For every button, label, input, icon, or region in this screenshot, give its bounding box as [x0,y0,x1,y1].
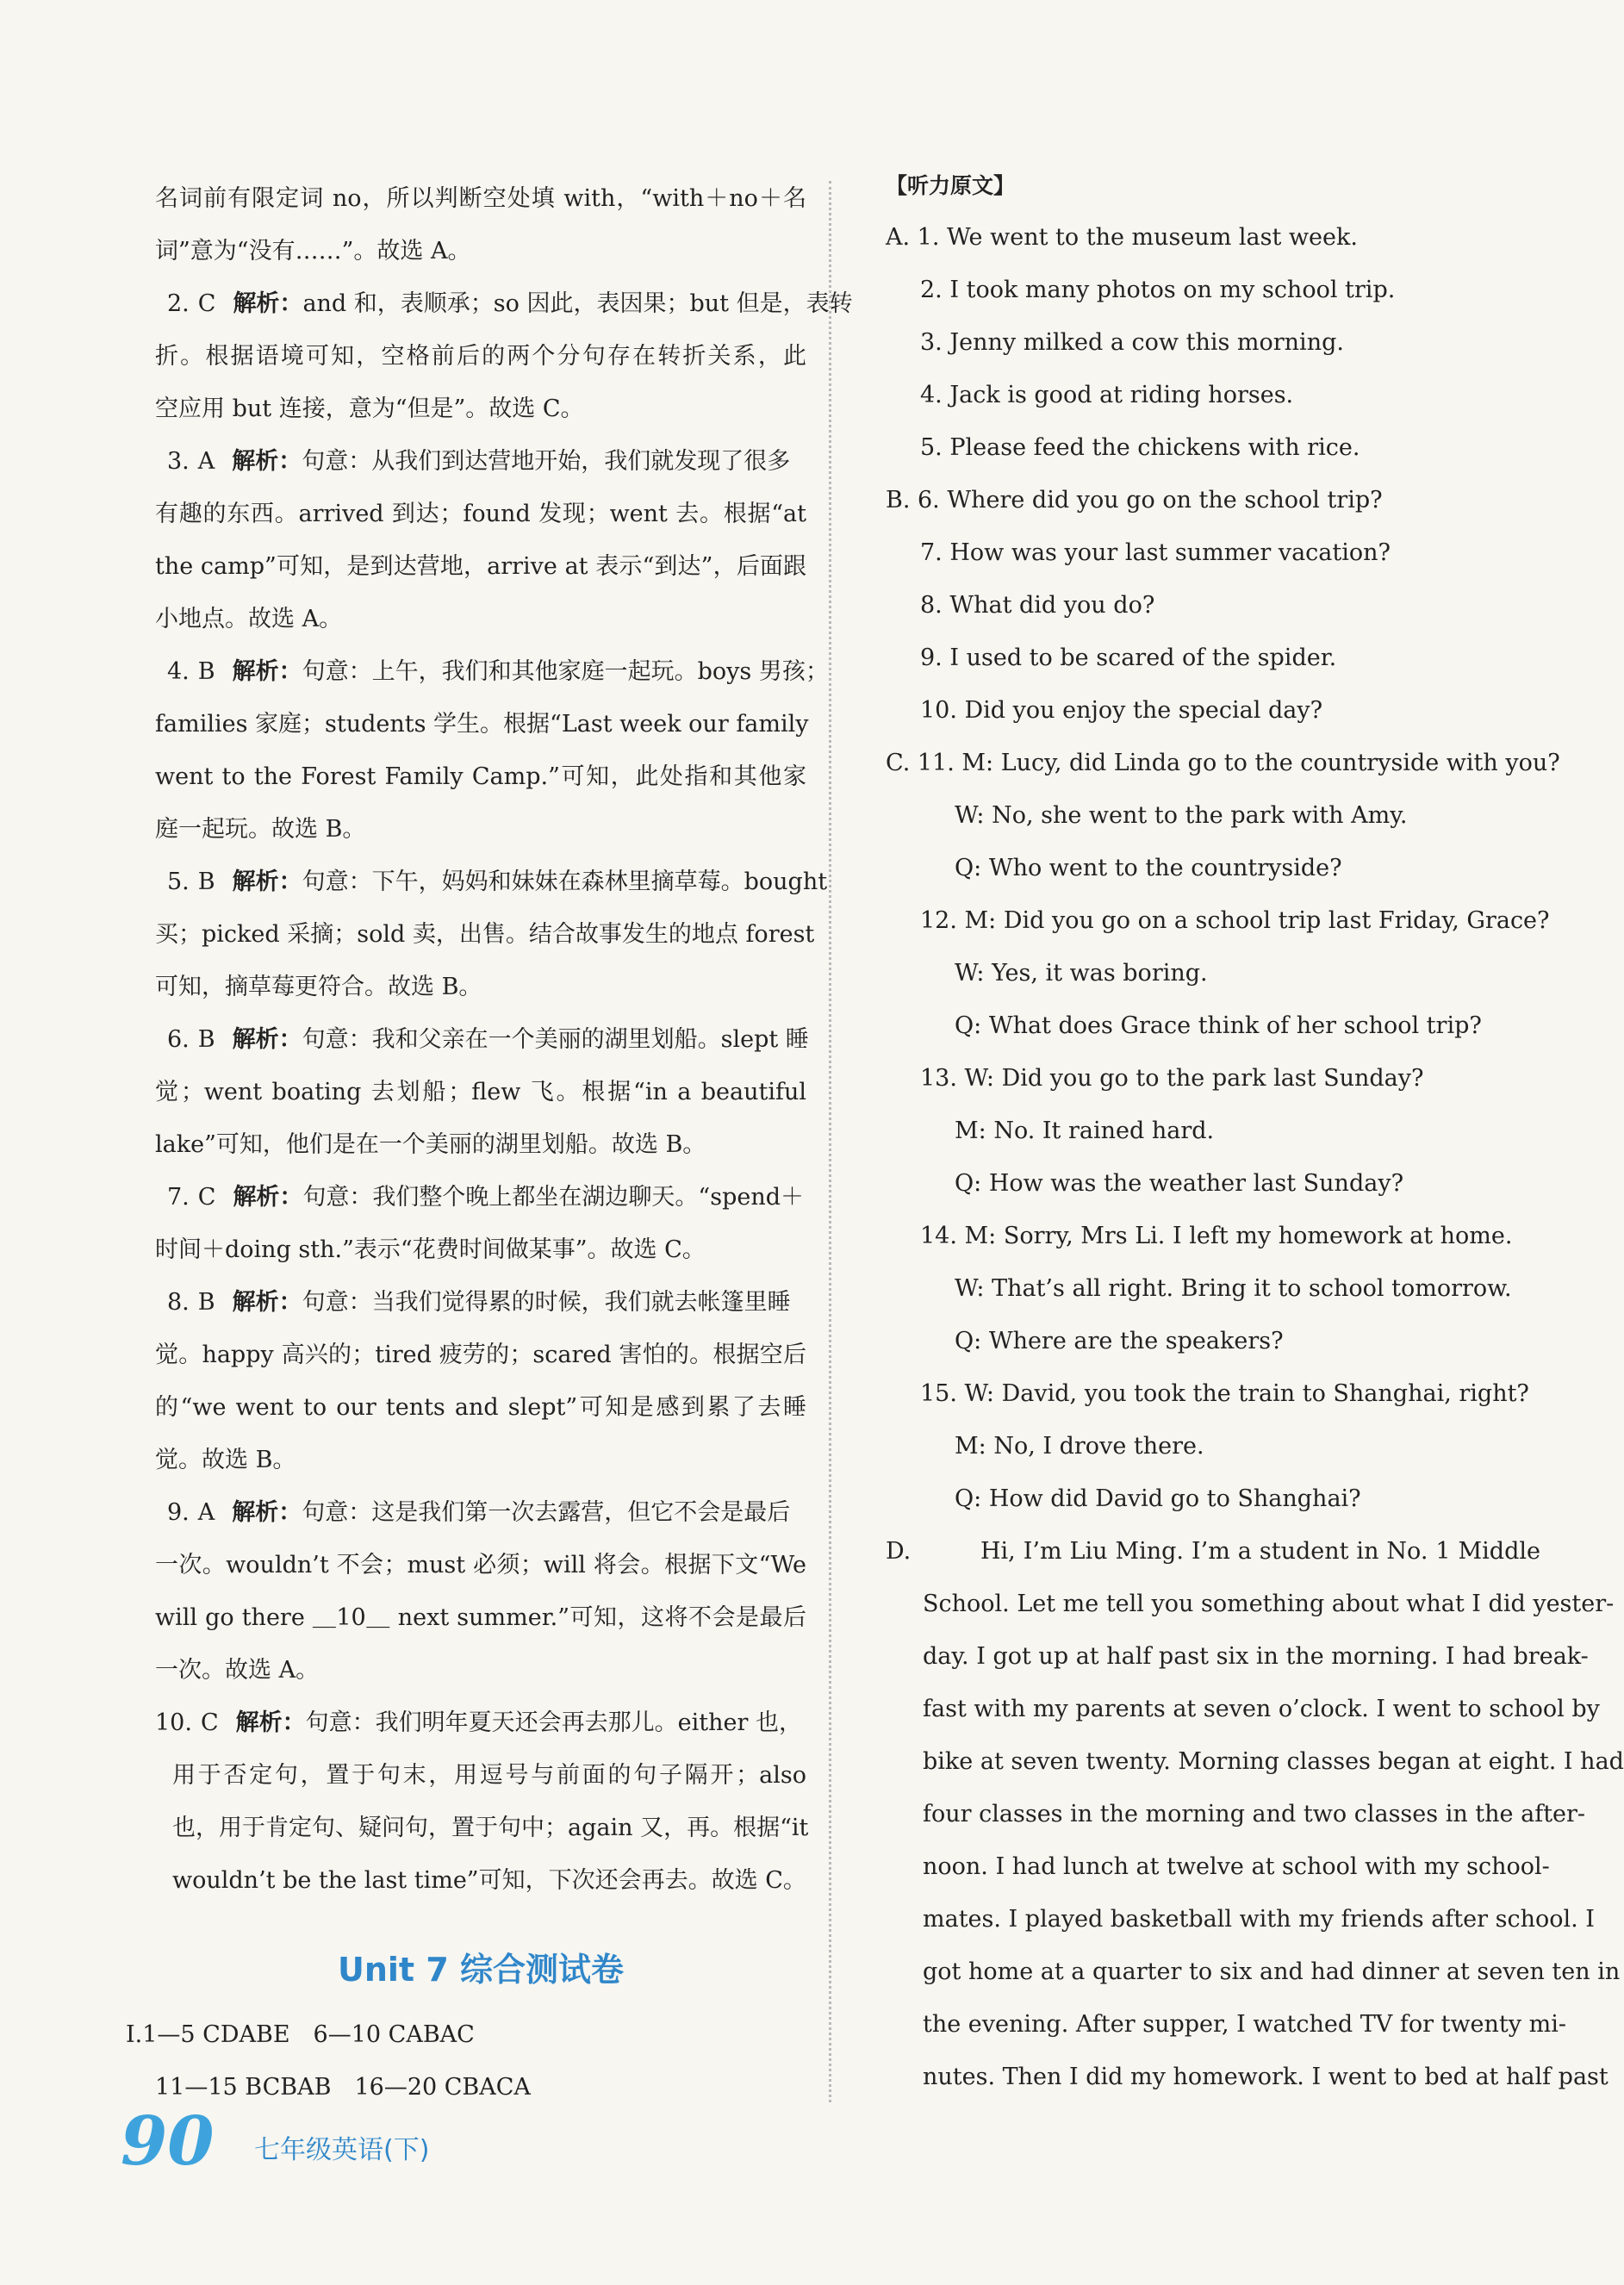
listening-script-line: Q: Where are the speakers? [955,1328,1284,1354]
listening-script-line: 7. How was your last summer vacation? [920,539,1391,566]
answer-letter: A [197,448,215,475]
question-number: 3. [167,448,190,475]
listening-script-line: W: That’s all right. Bring it to school tomorrow. [955,1275,1512,1302]
question-number: 2. [167,290,190,317]
explanation-label: 解析： [233,290,303,317]
explanation-continuation: will go there ＿10＿ next summer.”可知，这将不会是最后 [155,1604,806,1631]
listening-script-line: C. 11. M: Lucy, did Linda go to the countryside with you? [886,750,1560,776]
passage-d-line: four classes in the morning and two classes in the after- [923,1801,1586,1827]
listening-script-line: 8. What did you do? [920,592,1155,619]
listening-script-line: 10. Did you enjoy the special day? [920,697,1323,724]
explanation-label: 解析： [232,1499,302,1526]
passage-d-line: got home at a quarter to six and had dinner at seven ten in [923,1958,1621,1985]
listening-script-line: W: No, she went to the park with Amy. [955,802,1408,829]
question-number: 5. [167,869,190,895]
explanation-continuation: 买；picked 采摘；sold 卖，出售。结合故事发生的地点 forest [155,921,815,948]
explanation-continuation: went to the Forest Family Camp.”可知，此处指和其他家 [155,763,806,790]
right-column [886,172,1624,2103]
explanation-label: 解析： [232,1289,302,1316]
listening-script-line: Q: What does Grace think of her school trip? [955,1012,1482,1039]
listening-script-line: 13. W: Did you go to the park last Sunday? [920,1065,1424,1092]
listening-script-line: A. 1. We went to the museum last week. [886,224,1358,251]
explanation-label: 解析： [232,1026,302,1053]
left-column [126,172,853,2114]
passage-d-line: nutes. Then I did my homework. I went to bed at half past [923,2064,1608,2090]
answer-key-line: 11—15 BCBAB 16—20 CBACA [155,2074,531,2101]
explanation-label: 解析： [233,1184,303,1211]
question-number: 8. [167,1289,190,1316]
explanation-continuation: wouldn’t be the last time”可知，下次还会再去。故选 C。 [172,1867,806,1894]
listening-script-line: Q: How was the weather last Sunday? [955,1170,1404,1197]
passage-d-line: mates. I played basketball with my friends after school. I [923,1906,1595,1933]
answer-explanation-item [155,1486,806,1539]
answer-explanation-item [155,435,806,488]
explanation-text: 句意：下午，妈妈和妹妹在森林里摘草莓。bought [302,869,828,895]
question-number: 9. [167,1499,190,1526]
listening-script-line: 15. W: David, you took the train to Shanghai, right? [920,1380,1529,1407]
question-number: 6. [167,1026,190,1053]
explanation-continuation: 时间＋doing sth.”表示“花费时间做某事”。故选 C。 [155,1236,706,1263]
answer-key-line: Ⅰ.1—5 CDABE 6—10 CABAC [126,2021,475,2048]
listening-script-line: 12. M: Did you go on a school trip last Friday, Grace? [920,907,1550,934]
section-heading: Unit 7 综合测试卷 [338,1951,624,1989]
passage-d-line: day. I got up at half past six in the morning. I had break- [923,1643,1589,1670]
answer-letter: C [200,1709,219,1736]
explanation-continuation: 觉。happy 高兴的；tired 疲劳的；scared 害怕的。根据空后 [155,1342,806,1368]
explanation-continuation: families 家庭；students 学生。根据“Last week our family [155,711,809,738]
listening-script-line: 2. I took many photos on my school trip. [920,277,1396,303]
explanation-label: 解析： [232,658,302,685]
listening-script-line: 5. Please feed the chickens with rice. [920,434,1360,461]
explanation-continuation: 觉；went boating 去划船；flew 飞。根据“in a beautiful [155,1079,806,1105]
listening-script-line: B. 6. Where did you go on the school trip? [886,487,1383,514]
listening-script-line: 3. Jenny milked a cow this morning. [920,329,1344,356]
explanation-label: 解析： [232,869,302,895]
explanation-continuation: 小地点。故选 A。 [155,606,343,632]
listening-script-title: 【听力原文】 [886,173,1016,198]
explanation-continuation: 庭一起玩。故选 B。 [155,816,366,843]
answer-explanation-item [155,1276,806,1329]
passage-d-line: fast with my parents at seven o’clock. I went to school by [923,1696,1600,1722]
explanation-continuation: 也，用于肯定句、疑问句，置于句中；again 又，再。根据“it [172,1815,809,1841]
passage-d [886,1525,1624,2103]
listening-script-line: 9. I used to be scared of the spider. [920,644,1337,671]
answer-letter: B [197,1026,215,1053]
explanation-continuation: the camp”可知，是到达营地，arrive at 表示“到达”，后面跟 [155,553,806,580]
answer-letter: B [197,1289,215,1316]
passage-d-line: Hi, I’m Liu Ming. I’m a student in No. 1 Middle [980,1538,1540,1565]
explanation-text: 句意：这是我们第一次去露营，但它不会是最后 [302,1499,791,1526]
answer-explanation-item [155,277,853,330]
explanation-continuation: lake”可知，他们是在一个美丽的湖里划船。故选 B。 [155,1131,706,1158]
passage-d-line: bike at seven twenty. Morning classes began at eight. I had [923,1748,1624,1775]
explanation-continuation: 一次。故选 A。 [155,1657,320,1684]
answer-letter: C [197,1184,216,1211]
answer-explanation-item [155,1697,806,1749]
explanation-continuation: 有趣的东西。arrived 到达；found 发现；went 去。根据“at [155,501,806,527]
explanation-text: 句意：当我们觉得累的时候，我们就去帐篷里睡 [302,1289,791,1316]
explanation-text: 句意：我们明年夏天还会再去那儿。either 也， [305,1709,802,1736]
explanation-text: 句意：我和父亲在一个美丽的湖里划船。slept 睡 [302,1026,809,1053]
explanation-continuation: 可知，摘草莓更符合。故选 B。 [155,974,482,1000]
explanation-continuation: 空应用 but 连接，意为“但是”。故选 C。 [155,395,584,422]
explanation-label: 解析： [235,1709,306,1736]
listening-script-line: Q: How did David go to Shanghai? [955,1485,1361,1512]
passage-d-line: the evening. After supper, I watched TV for twenty mi- [923,2011,1566,2038]
page-number: 90 [121,2102,215,2181]
answer-explanation-item [155,645,829,698]
answer-explanation-item [155,1171,806,1223]
answer-letter: C [197,290,216,317]
passage-d-line: noon. I had lunch at twelve at school with my school- [923,1853,1550,1880]
listening-script-line: 14. M: Sorry, Mrs Li. I left my homework at home. [920,1223,1513,1249]
listening-script-line: M: No. It rained hard. [955,1118,1215,1144]
explanation-continuation: 的“we went to our tents and slept”可知是感到累了去睡 [155,1394,806,1421]
answer-letter: A [197,1499,215,1526]
passage-d-line: School. Let me tell you something about what I did yester- [923,1591,1615,1617]
answer-letter: B [197,869,215,895]
listening-script-line: W: Yes, it was boring. [955,960,1208,987]
answer-explanation-item [155,1013,809,1066]
explanation-continuation: 名词前有限定词 no，所以判断空处填 with，“with＋no＋名 [155,185,806,212]
answer-letter: B [197,658,215,685]
answer-explanation-item [155,856,828,908]
question-number: 7. [167,1184,190,1211]
listening-script-line: Q: Who went to the countryside? [955,855,1342,881]
explanation-text: and 和，表顺承；so 因此，表因果；but 但是，表转 [302,290,853,317]
explanation-continuation: 一次。wouldn’t 不会；must 必须；will 将会。根据下文“We [155,1552,806,1578]
explanation-text: 句意：我们整个晚上都坐在湖边聊天。“spend＋ [302,1184,805,1211]
question-number: 10. [155,1709,192,1736]
explanation-continuation: 词”意为“没有……”。故选 A。 [155,238,471,265]
book-title: 七年级英语(下) [254,2135,430,2165]
question-number: 4. [167,658,190,685]
explanation-continuation: 折。根据语境可知，空格前后的两个分句存在转折关系，此 [155,343,806,370]
passage-d-label: D. [886,1538,912,1565]
listening-script-line: 4. Jack is good at riding horses. [920,382,1294,408]
explanation-continuation: 觉。故选 B。 [155,1447,296,1473]
column-divider [829,181,831,2102]
explanation-text: 句意：上午，我们和其他家庭一起玩。boys 男孩； [302,658,829,685]
listening-script-line: M: No, I drove there. [955,1433,1204,1460]
explanation-continuation: 用于否定句，置于句末，用逗号与前面的句子隔开；also [172,1762,806,1789]
explanation-label: 解析： [232,448,302,475]
explanation-text: 句意：从我们到达营地开始，我们就发现了很多 [302,448,791,475]
